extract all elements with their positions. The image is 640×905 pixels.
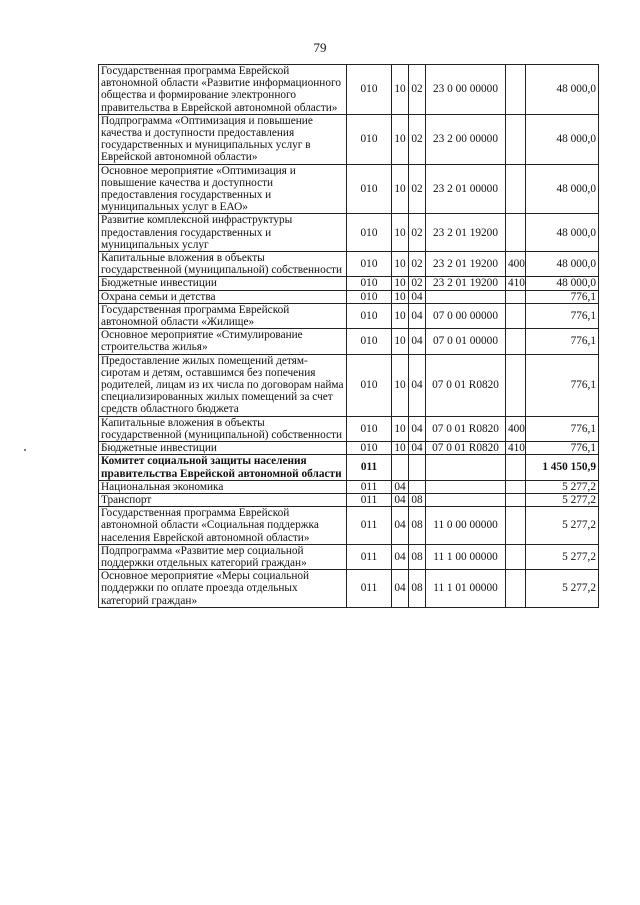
section-code-cell: 04 — [392, 493, 409, 506]
row-name-cell: Подпрограмма «Развитие мер социальной поддержки отдельных категорий граждан» — [99, 544, 347, 569]
amount-cell: 776,1 — [526, 329, 599, 354]
ministry-code-cell: 011 — [347, 570, 392, 608]
target-article-cell — [426, 480, 506, 493]
subsection-code-cell: 04 — [409, 329, 426, 354]
table-row — [99, 164, 599, 214]
table-row — [99, 544, 599, 569]
amount-cell: 5 277,2 — [526, 570, 599, 608]
row-name-cell: Развитие комплексной инфраструктуры предоставления государственных и муниципальных услуг — [99, 214, 347, 252]
row-name-cell: Бюджетные инвестиции — [99, 442, 347, 455]
expense-type-cell — [506, 544, 526, 569]
page-number: 79 — [313, 40, 327, 55]
subsection-code-cell: 08 — [409, 570, 426, 608]
expense-type-cell — [506, 303, 526, 328]
subsection-code-cell: 08 — [409, 493, 426, 506]
target-article-cell — [426, 290, 506, 303]
table-row — [99, 507, 599, 545]
section-code-cell: 10 — [392, 354, 409, 416]
ministry-code-cell: 011 — [347, 480, 392, 493]
section-code-cell: 10 — [392, 65, 409, 115]
amount-cell: 776,1 — [526, 354, 599, 416]
expense-type-cell — [506, 480, 526, 493]
row-name-cell: Капитальные вложения в объекты государственной (муниципальной) собственности — [99, 416, 347, 441]
row-name-cell: Подпрограмма «Оптимизация и повышение качества и доступности предоставления государственных и муниципальных услуг в Еврейской автономной области» — [99, 114, 347, 164]
target-article-cell: 23 2 01 19200 — [426, 277, 506, 290]
subsection-code-cell: 04 — [409, 354, 426, 416]
budget-table — [98, 64, 599, 608]
row-name-cell: Охрана семьи и детства — [99, 290, 347, 303]
target-article-cell: 07 0 00 00000 — [426, 303, 506, 328]
table-row — [99, 65, 599, 115]
amount-cell: 5 277,2 — [526, 493, 599, 506]
amount-cell: 5 277,2 — [526, 507, 599, 545]
row-name-cell: Комитет социальной защиты населения правительства Еврейской автономной области — [99, 455, 347, 480]
expense-type-cell — [506, 214, 526, 252]
subsection-code-cell: 04 — [409, 416, 426, 441]
ministry-code-cell: 010 — [347, 329, 392, 354]
expense-type-cell — [506, 493, 526, 506]
amount-cell: 48 000,0 — [526, 114, 599, 164]
target-article-cell — [426, 493, 506, 506]
target-article-cell: 07 0 01 R0820 — [426, 442, 506, 455]
ministry-code-cell: 010 — [347, 277, 392, 290]
subsection-code-cell: 02 — [409, 214, 426, 252]
amount-cell: 5 277,2 — [526, 544, 599, 569]
ministry-code-cell: 010 — [347, 354, 392, 416]
row-name-cell: Основное мероприятие «Стимулирование строительства жилья» — [99, 329, 347, 354]
target-article-cell: 23 2 00 00000 — [426, 114, 506, 164]
target-article-cell — [426, 455, 506, 480]
row-name-cell: Бюджетные инвестиции — [99, 277, 347, 290]
ministry-code-cell: 011 — [347, 544, 392, 569]
section-code-cell: 10 — [392, 277, 409, 290]
section-code-cell — [392, 455, 409, 480]
ministry-code-cell: 010 — [347, 290, 392, 303]
amount-cell: 776,1 — [526, 290, 599, 303]
table-row — [99, 416, 599, 441]
row-name-cell: Национальная экономика — [99, 480, 347, 493]
section-code-cell: 10 — [392, 252, 409, 277]
subsection-code-cell: 04 — [409, 442, 426, 455]
amount-cell: 48 000,0 — [526, 277, 599, 290]
section-code-cell: 10 — [392, 442, 409, 455]
target-article-cell: 23 0 00 00000 — [426, 65, 506, 115]
row-name-cell: Государственная программа Еврейской автономной области «Жилище» — [99, 303, 347, 328]
ministry-code-cell: 010 — [347, 303, 392, 328]
subsection-code-cell — [409, 455, 426, 480]
table-row — [99, 480, 599, 493]
subsection-code-cell: 08 — [409, 544, 426, 569]
section-code-cell: 04 — [392, 507, 409, 545]
table-row — [99, 354, 599, 416]
subsection-code-cell: 02 — [409, 164, 426, 214]
expense-type-cell — [506, 570, 526, 608]
expense-type-cell — [506, 329, 526, 354]
ministry-code-cell: 010 — [347, 114, 392, 164]
expense-type-cell — [506, 164, 526, 214]
row-name-cell: Предоставление жилых помещений детям-сиротам и детям, оставшимся без попечения родителей, лицам из их числа по договорам найма специализированных жилых помещений за счет средств областного бюджета — [99, 354, 347, 416]
table-body — [99, 65, 599, 608]
expense-type-cell — [506, 114, 526, 164]
amount-cell: 5 277,2 — [526, 480, 599, 493]
amount-cell: 48 000,0 — [526, 164, 599, 214]
amount-cell: 1 450 150,9 — [526, 455, 599, 480]
section-code-cell: 10 — [392, 416, 409, 441]
target-article-cell: 11 1 00 00000 — [426, 544, 506, 569]
row-name-cell: Основное мероприятие «Меры социальной поддержки по оплате проезда отдельных категорий граждан» — [99, 570, 347, 608]
row-name-cell: Капитальные вложения в объекты государственной (муниципальной) собственности — [99, 252, 347, 277]
section-code-cell: 04 — [392, 570, 409, 608]
table-row — [99, 442, 599, 455]
ministry-code-cell: 011 — [347, 507, 392, 545]
expense-type-cell: 400 — [506, 416, 526, 441]
target-article-cell: 23 2 01 19200 — [426, 214, 506, 252]
amount-cell: 48 000,0 — [526, 65, 599, 115]
subsection-code-cell: 04 — [409, 303, 426, 328]
subsection-code-cell — [409, 480, 426, 493]
amount-cell: 48 000,0 — [526, 252, 599, 277]
amount-cell: 48 000,0 — [526, 214, 599, 252]
expense-type-cell — [506, 290, 526, 303]
target-article-cell: 07 0 01 R0820 — [426, 354, 506, 416]
ministry-code-cell: 010 — [347, 164, 392, 214]
row-name-cell: Транспорт — [99, 493, 347, 506]
ministry-code-cell: 010 — [347, 416, 392, 441]
table-row — [99, 493, 599, 506]
table-row — [99, 570, 599, 608]
table-row — [99, 329, 599, 354]
table-row — [99, 214, 599, 252]
ministry-code-cell: 010 — [347, 65, 392, 115]
target-article-cell: 11 0 00 00000 — [426, 507, 506, 545]
target-article-cell: 23 2 01 00000 — [426, 164, 506, 214]
subsection-code-cell: 02 — [409, 277, 426, 290]
amount-cell: 776,1 — [526, 416, 599, 441]
section-code-cell: 10 — [392, 290, 409, 303]
target-article-cell: 07 0 01 00000 — [426, 329, 506, 354]
section-code-cell: 04 — [392, 480, 409, 493]
amount-cell: 776,1 — [526, 303, 599, 328]
subsection-code-cell: 04 — [409, 290, 426, 303]
section-code-cell: 10 — [392, 114, 409, 164]
expense-type-cell: 410 — [506, 277, 526, 290]
expense-type-cell: 400 — [506, 252, 526, 277]
table-row — [99, 455, 599, 480]
table-row — [99, 277, 599, 290]
subsection-code-cell: 02 — [409, 252, 426, 277]
subsection-code-cell: 02 — [409, 114, 426, 164]
table-row — [99, 114, 599, 164]
section-code-cell: 10 — [392, 214, 409, 252]
expense-type-cell — [506, 455, 526, 480]
section-code-cell: 04 — [392, 544, 409, 569]
ministry-code-cell: 010 — [347, 442, 392, 455]
section-code-cell: 10 — [392, 164, 409, 214]
row-name-cell: Основное мероприятие «Оптимизация и повышение качества и доступности предоставления государственных и муниципальных услуг в ЕАО» — [99, 164, 347, 214]
target-article-cell: 23 2 01 19200 — [426, 252, 506, 277]
expense-type-cell — [506, 507, 526, 545]
section-code-cell: 10 — [392, 303, 409, 328]
target-article-cell: 11 1 01 00000 — [426, 570, 506, 608]
table-row — [99, 290, 599, 303]
row-name-cell: Государственная программа Еврейской автономной области «Социальная поддержка населения Еврейской автономной области» — [99, 507, 347, 545]
target-article-cell: 07 0 01 R0820 — [426, 416, 506, 441]
ministry-code-cell: 010 — [347, 214, 392, 252]
ministry-code-cell: 010 — [347, 252, 392, 277]
expense-type-cell — [506, 354, 526, 416]
ministry-code-cell: 011 — [347, 455, 392, 480]
table-row — [99, 252, 599, 277]
table-row — [99, 303, 599, 328]
scan-speck — [24, 449, 26, 451]
expense-type-cell — [506, 65, 526, 115]
ministry-code-cell: 011 — [347, 493, 392, 506]
subsection-code-cell: 02 — [409, 65, 426, 115]
subsection-code-cell: 08 — [409, 507, 426, 545]
row-name-cell: Государственная программа Еврейской автономной области «Развитие информационного общества и формирование электронного правительства в Еврейской автономной области» — [99, 65, 347, 115]
expense-type-cell: 410 — [506, 442, 526, 455]
amount-cell: 776,1 — [526, 442, 599, 455]
section-code-cell: 10 — [392, 329, 409, 354]
